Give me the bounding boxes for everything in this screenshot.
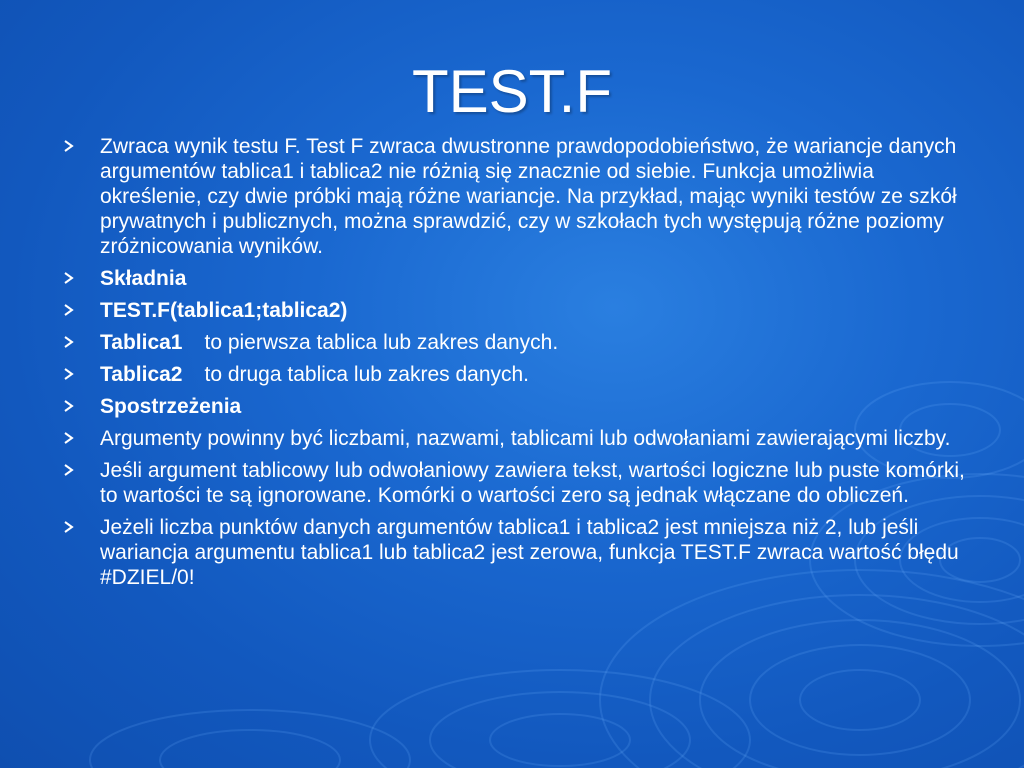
argument-name: Tablica2 (100, 363, 183, 386)
list-item (62, 330, 977, 355)
chevron-right-icon (62, 461, 78, 481)
list-item (62, 515, 977, 590)
list-item (62, 134, 977, 259)
chevron-right-icon (62, 365, 78, 385)
item-text: Jeśli argument tablicowy lub odwołaniowy zawiera tekst, wartości logiczne lub puste komórki, to wartości te są ignorowane. Komórki o wartości zero są jednak włączane do obliczeń. (100, 459, 965, 507)
chevron-right-icon (62, 137, 78, 157)
chevron-right-icon (62, 301, 78, 321)
argument-name: Tablica1 (100, 331, 183, 354)
chevron-right-icon (62, 518, 78, 538)
item-text: Zwraca wynik testu F. Test F zwraca dwustronne prawdopodobieństwo, że wariancje danych argumentów tablica1 i tablica2 nie różnią się znacznie od siebie. Funkcja umożliwia określenie, czy dwie próbki mają różne wariancje. Na przykład, mając wyniki testów ze szkół prywatnych i publicznych, można sprawdzić, czy w szkołach tych występują różne poziomy zróżnicowania wyników. (100, 135, 957, 258)
bullet-list (62, 134, 977, 597)
syntax-text: TEST.F(tablica1;tablica2) (100, 299, 348, 322)
item-heading: Spostrzeżenia (100, 395, 242, 418)
chevron-right-icon (62, 269, 78, 289)
argument-description: to druga tablica lub zakres danych. (204, 363, 530, 386)
chevron-right-icon (62, 333, 78, 353)
slide-title: TEST.F (411, 58, 612, 125)
item-text: Jeżeli liczba punktów danych argumentów tablica1 i tablica2 jest mniejsza niż 2, lub jeśli wariancja argumentu tablica1 lub tablica2 jest zerowa, funkcja TEST.F zwraca wartość błędu #DZIEL/0! (100, 516, 959, 589)
argument-description: to pierwsza tablica lub zakres danych. (204, 331, 559, 354)
list-item (62, 426, 977, 451)
chevron-right-icon (62, 397, 78, 417)
list-item (62, 458, 977, 508)
item-text: Argumenty powinny być liczbami, nazwami, tablicami lub odwołaniami zawierającymi liczby. (100, 427, 951, 450)
list-item (62, 394, 977, 419)
chevron-right-icon (62, 429, 78, 449)
list-item (62, 298, 977, 323)
list-item (62, 266, 977, 291)
list-item (62, 362, 977, 387)
item-heading: Składnia (100, 267, 187, 290)
